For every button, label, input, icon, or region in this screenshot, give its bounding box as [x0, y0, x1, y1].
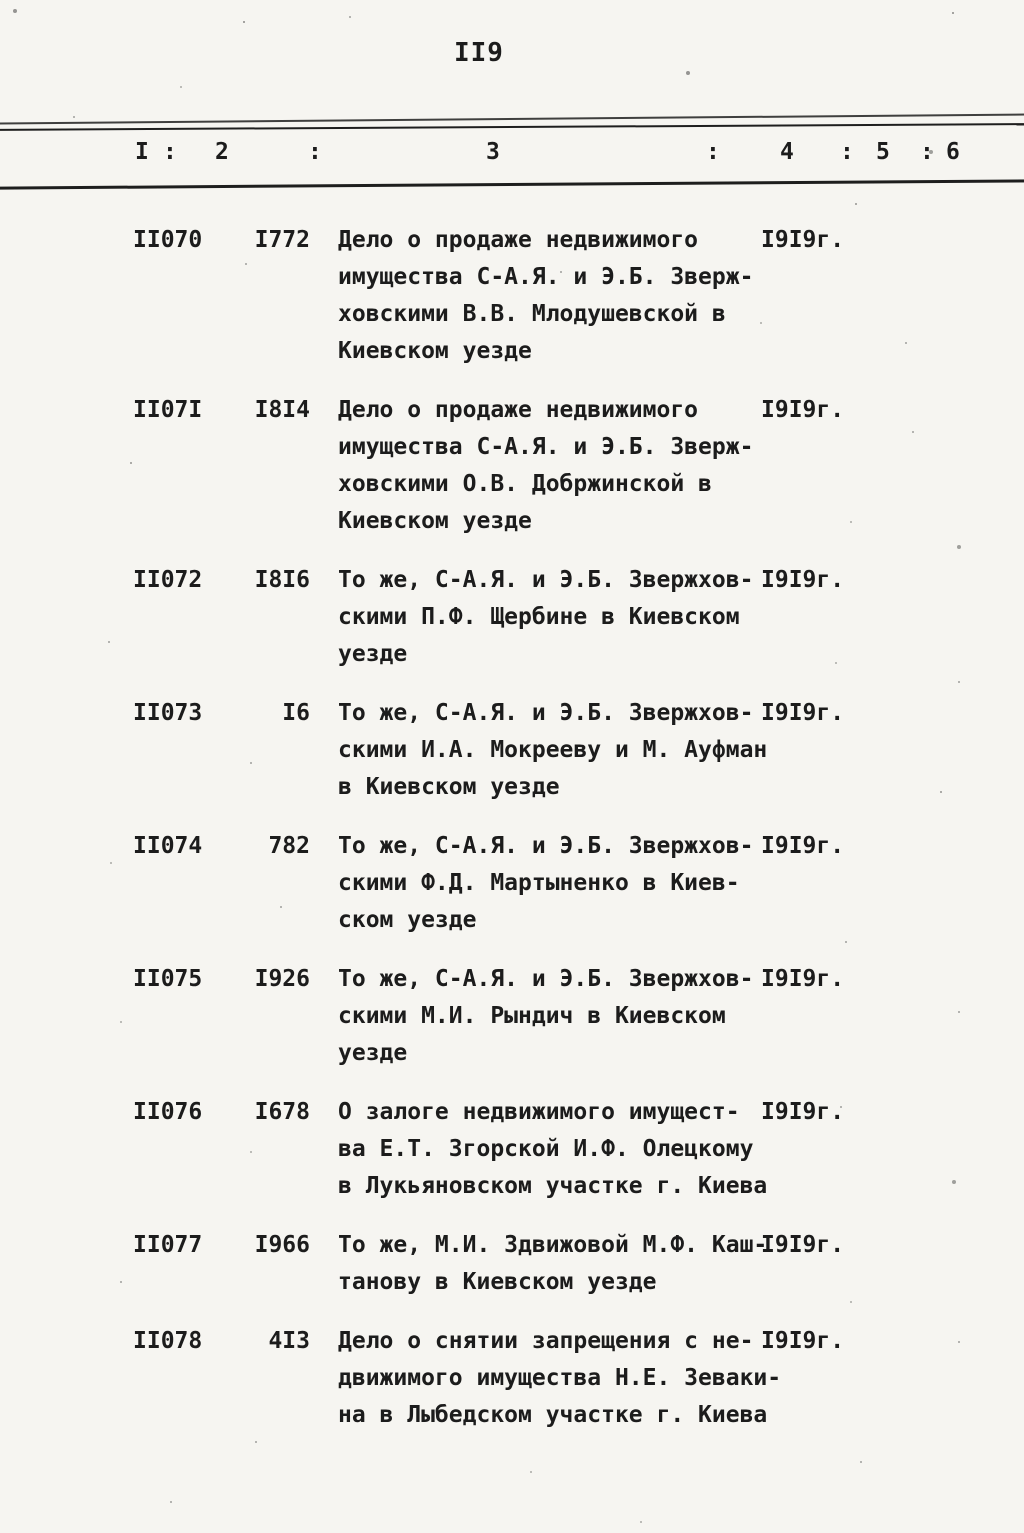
cell-case-number: II075	[133, 966, 203, 992]
cell-old-number: I678	[254, 1099, 310, 1125]
title-line: Дело о продаже недвижимого	[338, 397, 699, 423]
title-line: Киевском уезде	[338, 338, 532, 364]
table-top-rule-lower	[0, 123, 1024, 131]
table-column-header	[0, 139, 1024, 173]
cell-title	[338, 222, 753, 370]
table-row	[0, 961, 1024, 1072]
table-row	[0, 828, 1024, 939]
table-row	[0, 562, 1024, 673]
column-separator: :	[706, 139, 720, 165]
title-line: Дело о продаже недвижимого	[338, 227, 699, 253]
table-top-rule-upper	[0, 113, 1024, 124]
column-header-1: I	[135, 139, 149, 165]
cell-year: I9I9г.	[761, 966, 845, 992]
title-line: Дело о снятии запрещения с не-	[338, 1328, 754, 1354]
title-line: ховскими В.В. Млодушевской в	[338, 301, 726, 327]
cell-case-number: II076	[133, 1099, 203, 1125]
column-header-4: 4	[780, 139, 794, 165]
title-line: скими И.А. Мокрееву и М. Ауфман	[338, 737, 768, 763]
column-separator: :	[840, 139, 854, 165]
table-row	[0, 1227, 1024, 1301]
title-line: То же, С-А.Я. и Э.Б. Звержхов-	[338, 567, 754, 593]
column-header-2: 2	[215, 139, 229, 165]
column-header-6: 6	[946, 139, 960, 165]
title-line: ва Е.Т. Згорской И.Ф. Олецкому	[338, 1136, 754, 1162]
cell-title	[338, 828, 753, 939]
cell-case-number: II074	[133, 833, 203, 859]
inventory-entries	[0, 222, 1024, 1456]
title-line: имущества С-А.Я. и Э.Б. Зверж-	[338, 264, 754, 290]
scan-noise-specks	[0, 0, 2, 2]
title-line: имущества С-А.Я. и Э.Б. Зверж-	[338, 434, 754, 460]
cell-year: I9I9г.	[761, 700, 845, 726]
title-line: скими П.Ф. Щербине в Киевском	[338, 604, 740, 630]
table-row	[0, 1094, 1024, 1205]
cell-year: I9I9г.	[761, 1232, 845, 1258]
cell-year: I9I9г.	[761, 1099, 845, 1125]
cell-title	[338, 695, 768, 806]
title-line: на в Лыбедском участке г. Киева	[338, 1402, 768, 1428]
column-header-5: 5	[876, 139, 890, 165]
cell-old-number: I966	[254, 1232, 310, 1258]
title-line: То же, С-А.Я. и Э.Б. Звержхов-	[338, 966, 754, 992]
cell-old-number: 4I3	[268, 1328, 310, 1354]
cell-title	[338, 1323, 782, 1434]
title-line: То же, М.И. Здвижовой М.Ф. Каш-	[338, 1232, 768, 1258]
cell-title	[338, 392, 753, 540]
title-line: То же, С-А.Я. и Э.Б. Звержхов-	[338, 700, 754, 726]
cell-year: I9I9г.	[761, 397, 845, 423]
cell-year: I9I9г.	[761, 567, 845, 593]
cell-year: I9I9г.	[761, 227, 845, 253]
cell-old-number: 782	[268, 833, 310, 859]
title-line: в Киевском уезде	[338, 774, 560, 800]
cell-case-number: II070	[133, 227, 203, 253]
title-line: уезде	[338, 641, 408, 667]
title-line: ховскими О.В. Добржинской в	[338, 471, 712, 497]
title-line: О залоге недвижимого имущест-	[338, 1099, 740, 1125]
page-number: II9	[454, 38, 504, 68]
cell-year: I9I9г.	[761, 833, 845, 859]
cell-title	[338, 1094, 768, 1205]
cell-old-number: I772	[254, 227, 310, 253]
cell-old-number: I8I6	[254, 567, 310, 593]
cell-case-number: II077	[133, 1232, 203, 1258]
cell-case-number: II07I	[133, 397, 203, 423]
title-line: Киевском уезде	[338, 508, 532, 534]
title-line: скими М.И. Рындич в Киевском	[338, 1003, 726, 1029]
table-row	[0, 695, 1024, 806]
header-bottom-rule	[0, 179, 1024, 189]
table-row	[0, 222, 1024, 370]
column-separator: :	[920, 139, 934, 165]
title-line: То же, С-А.Я. и Э.Б. Звержхов-	[338, 833, 754, 859]
title-line: в Лукьяновском участке г. Киева	[338, 1173, 768, 1199]
cell-old-number: I926	[254, 966, 310, 992]
cell-case-number: II072	[133, 567, 203, 593]
cell-title	[338, 1227, 768, 1301]
cell-old-number: I8I4	[254, 397, 310, 423]
cell-year: I9I9г.	[761, 1328, 845, 1354]
table-row	[0, 392, 1024, 540]
title-line: танову в Киевском уезде	[338, 1269, 657, 1295]
title-line: скими Ф.Д. Мартыненко в Киев-	[338, 870, 740, 896]
cell-title	[338, 562, 753, 673]
cell-case-number: II078	[133, 1328, 203, 1354]
column-header-3: 3	[486, 139, 500, 165]
cell-old-number: I6	[282, 700, 310, 726]
title-line: движимого имущества Н.Е. Зеваки-	[338, 1365, 782, 1391]
title-line: уезде	[338, 1040, 408, 1066]
title-line: ском уезде	[338, 907, 477, 933]
column-separator: :	[163, 139, 177, 165]
column-separator: :	[308, 139, 322, 165]
cell-title	[338, 961, 753, 1072]
table-row	[0, 1323, 1024, 1434]
cell-case-number: II073	[133, 700, 203, 726]
